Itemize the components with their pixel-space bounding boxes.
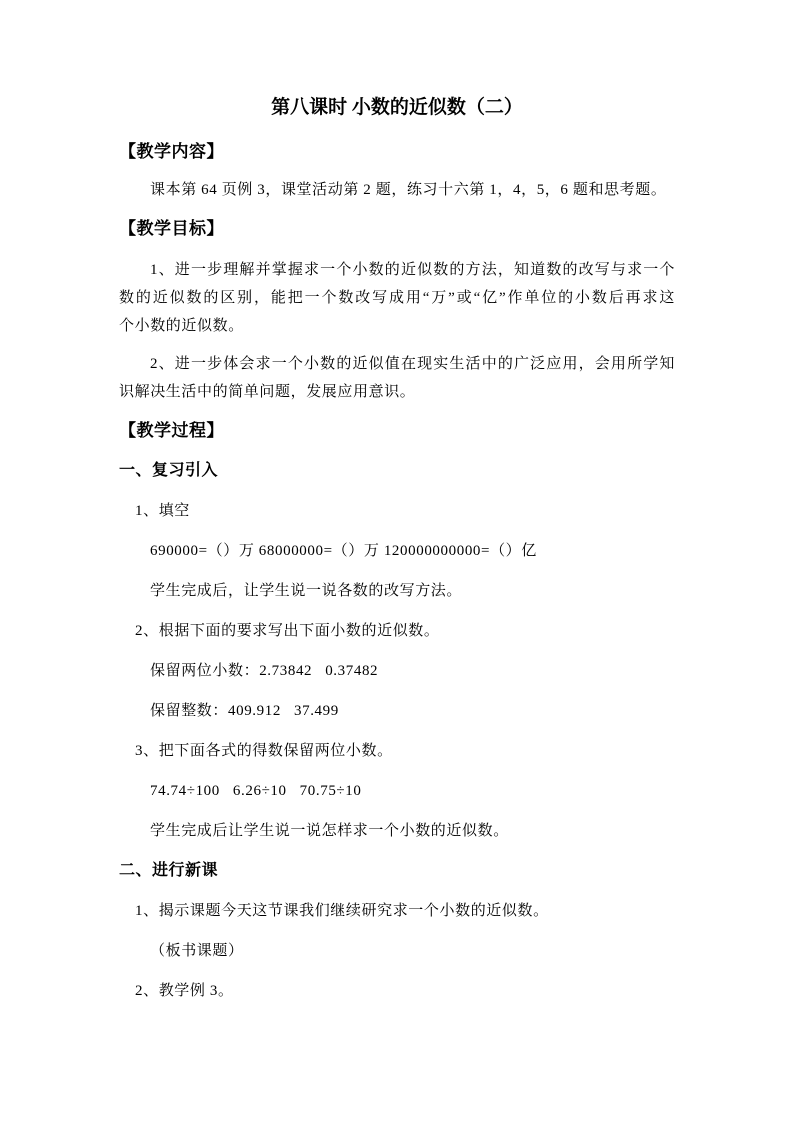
part-1-item-1-note: 学生完成后，让学生说一说各数的改写方法。 (150, 583, 463, 599)
goal-2-line-2: 识解决生活中的简单问题，发展应用意识。 (119, 384, 416, 400)
part-1-item-1-exercise: 690000=（）万 68000000=（）万 120000000000=（）亿 (150, 543, 537, 559)
part-2-item-1-note: （板书课题） (150, 943, 244, 959)
part-2-item-1: 1、揭示课题今天这节课我们继续研究求一个小数的近似数。 (135, 903, 549, 919)
goal-1-line-1: 1、进一步理解并掌握求一个小数的近似数的方法，知道数的改写与求一个 (150, 262, 675, 278)
part-2-item-2: 2、教学例 3。 (135, 983, 234, 999)
goal-1-line-3: 个小数的近似数。 (119, 318, 244, 334)
part-1-item-2-line-2: 保留整数：409.912 37.499 (150, 703, 339, 719)
part-1-item-2-line-1: 保留两位小数：2.73842 0.37482 (150, 663, 379, 679)
part-2-heading: 二、进行新课 (119, 862, 219, 879)
teaching-content-heading: 【教学内容】 (119, 142, 224, 161)
part-1-item-2: 2、根据下面的要求写出下面小数的近似数。 (135, 623, 440, 639)
part-1-item-3-exercise: 74.74÷100 6.26÷10 70.75÷10 (150, 783, 362, 799)
part-1-item-3-note: 学生完成后让学生说一说怎样求一个小数的近似数。 (150, 823, 509, 839)
part-1-item-1: 1、填空 (135, 503, 190, 519)
teaching-process-heading: 【教学过程】 (119, 421, 224, 440)
teaching-goals-heading: 【教学目标】 (119, 219, 224, 238)
part-1-heading: 一、复习引入 (119, 462, 219, 479)
page-title: 第八课时 小数的近似数（二） (271, 97, 523, 118)
goal-1-line-2: 数的近似数的区别，能把一个数改写成用“万”或“亿”作单位的小数后再求这 (119, 290, 675, 306)
goal-2-line-1: 2、进一步体会求一个小数的近似值在现实生活中的广泛应用，会用所学知 (150, 356, 675, 372)
teaching-content-text: 课本第 64 页例 3，课堂活动第 2 题，练习十六第 1，4，5，6 题和思考题。 (150, 182, 667, 198)
part-1-item-3: 3、把下面各式的得数保留两位小数。 (135, 743, 393, 759)
